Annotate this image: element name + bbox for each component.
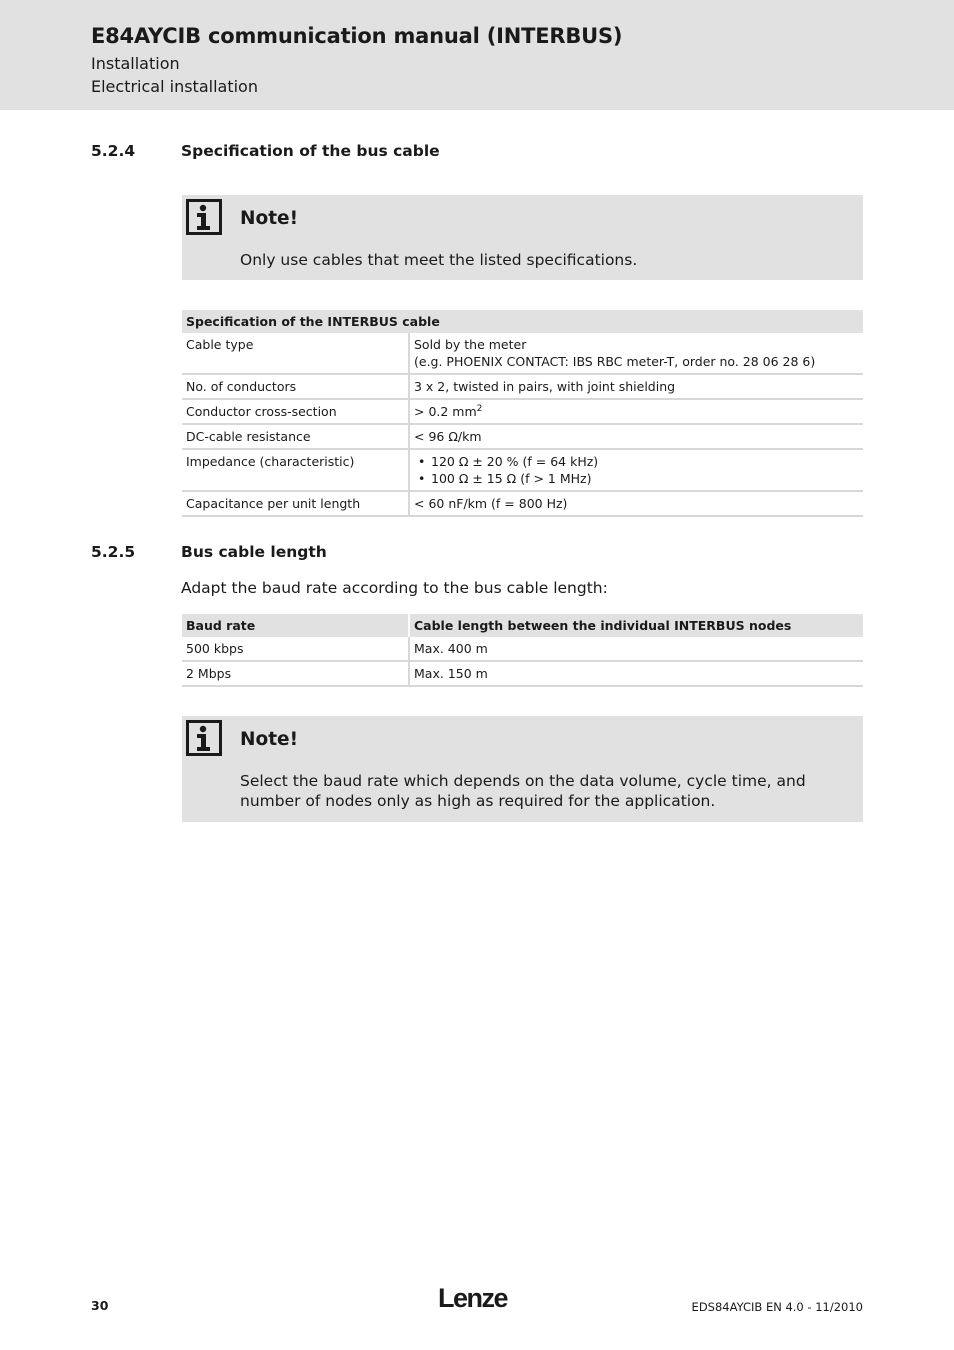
value-line: (e.g. PHOENIX CONTACT: IBS RBC meter-T, order no. 28 06 28 6): [414, 354, 816, 369]
subchapter-title: Electrical installation: [91, 77, 258, 96]
chapter-title: Installation: [91, 54, 180, 73]
row-label: Capacitance per unit length: [182, 491, 409, 516]
table-row: [182, 661, 863, 686]
bullet-list: [414, 453, 859, 487]
section-title: Bus cable length: [181, 543, 327, 561]
length-cell: Max. 400 m: [409, 637, 863, 661]
info-icon: [186, 720, 222, 756]
note-box: [182, 716, 863, 822]
superscript: 2: [476, 403, 483, 414]
info-icon: [186, 199, 222, 235]
note-text: Select the baud rate which depends on the data volume, cycle time, and number of nodes only as high as required for the application.: [240, 772, 806, 810]
row-label: DC-cable resistance: [182, 424, 409, 449]
table-row: [182, 424, 863, 449]
table-row: [182, 399, 863, 424]
baud-cell: 2 Mbps: [182, 661, 409, 686]
table-row: [182, 333, 863, 374]
page-number: 30: [91, 1298, 109, 1313]
table-caption: Specification of the INTERBUS cable: [182, 310, 863, 333]
table-row: [182, 374, 863, 399]
row-label: Impedance (characteristic): [182, 449, 409, 491]
section-number: 5.2.5: [91, 543, 136, 561]
table-row: [182, 637, 863, 661]
value-text: > 0.2 mm: [414, 404, 477, 419]
row-value: [409, 449, 863, 491]
row-label: Conductor cross-section: [182, 399, 409, 424]
row-label: Cable type: [182, 333, 409, 374]
row-value: [409, 399, 863, 424]
document-reference: EDS84AYCIB EN 4.0 - 11/2010: [691, 1300, 863, 1314]
intro-paragraph: Adapt the baud rate according to the bus cable length:: [181, 579, 608, 597]
section-title: Specification of the bus cable: [181, 142, 440, 160]
lenze-logo: Lenze: [438, 1283, 508, 1313]
row-value: [409, 333, 863, 374]
list-item: • 100 Ω ± 15 Ω (f > 1 MHz): [431, 470, 859, 487]
document-title: E84AYCIB communication manual (INTERBUS): [91, 24, 623, 48]
table-header-row: [182, 614, 863, 637]
note-title: Note!: [240, 208, 299, 229]
value-line: Sold by the meter: [414, 337, 527, 352]
row-label: No. of conductors: [182, 374, 409, 399]
note-box: [182, 195, 863, 280]
table-row: [182, 449, 863, 491]
length-cell: Max. 150 m: [409, 661, 863, 686]
row-value: 3 x 2, twisted in pairs, with joint shielding: [409, 374, 863, 399]
column-header: Cable length between the individual INTERBUS nodes: [409, 614, 863, 637]
column-header: Baud rate: [182, 614, 409, 637]
row-value: < 60 nF/km (f = 800 Hz): [409, 491, 863, 516]
page-header: [0, 0, 954, 110]
note-text: Only use cables that meet the listed specifications.: [240, 251, 638, 269]
cable-spec-table: [182, 310, 863, 517]
list-item: • 120 Ω ± 20 % (f = 64 kHz): [431, 453, 859, 470]
table-row: [182, 491, 863, 516]
section-number: 5.2.4: [91, 142, 136, 160]
baud-rate-table: [182, 614, 863, 687]
row-value: < 96 Ω/km: [409, 424, 863, 449]
note-title: Note!: [240, 729, 299, 750]
baud-cell: 500 kbps: [182, 637, 409, 661]
